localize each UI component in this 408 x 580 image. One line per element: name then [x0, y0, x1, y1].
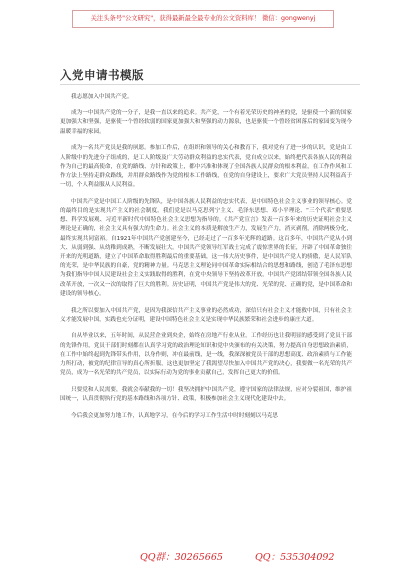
qq-group-number: QQ群：30265665	[140, 552, 223, 563]
paragraph: 今后我会更加努力地工作，认真地学习，在今后的学习工作生活中时时刻刻以马克思	[71, 412, 278, 419]
document-body	[60, 93, 352, 429]
paragraph: 成为一名共产党员是我的夙愿。参加工作后，在组织和领导的关心和教育下，我对党有了进一步的认识，党是由工人阶级中的先进分子组成的，是工人阶级及广大劳动群众利益的忠实代表，党自成立以来，始终把代表各族人民的利益作为自己的最高使命，在党的路线、方针和政策上，都中兴准和体现了全国各族人民群众的根本利益，在工作作风和工作方法上坚持走群众路线，并用群众路线作为党的根本工作路线，在党的自身建设上，要求广大党员坚持人民利益高于一切，个人利益服从人民利益。	[60, 145, 352, 189]
paragraph: 中国共产党是中国工人阶级的先锋队，是中国各族人民利益的忠实代表，是中国特色社会主义事业的领导核心。党的最终目的是实现共产主义的社会制度。我们党是以马克思列宁主义、毛泽东思想、邓小平理论、“三个代表”重要思想、科学发展观、习近平新时代中国特色社会主义思想为指导的。《共产党宣言》发表一百多年来的历史证明社会主义理论是正确的，社会主义具有强大的生命力。社会主义的本质是解放生产力，发展生产力，消灭剥削，消除两极分化，最终实现共同富裕。自1921年中国共产党创建至今，已经走过了一百多年光辉的道路。这百多年，中国共产党从小到大、从弱到强、从幼稚到成熟，不断发展壮大。中国共产党领导红军战士完成了震惊世界的长征，开辟了中国革命独往开来的光明道路，建立了中国革命取得胜利最后的重要基础，这一伟大历史事件，是中国共产党人的骄傲，是人民军队的光荣，是中华民族的自豪，党的精神力量。马克思主义理论同中国革命实际相结合的思想和路线，创造了毛泽东思想为我们指导中国人民建设社会主义实践取得的胜利，在党中央领导下坚持改革开放，中国共产党团结带领全国各族人民改革开放，一次又一次的取得了巨大的胜利。历史证明，中国共产党是伟大的党、光荣的党、正确的党，是中国革命和建设的领导核心。	[60, 198, 352, 297]
document-title: 入党申请书模版	[60, 68, 144, 82]
paragraph: 我之所以要加入中国共产党，是因为我深信共产主义事业的必然成功，深信只有社会主义才能救中国，只有社会主义才能发展中国，实践也充分证明，建设中国特色社会主义是实现中华民族繁荣和社会进步的康庄大道。	[60, 307, 352, 323]
page-footer	[0, 549, 408, 569]
title-divider	[60, 84, 360, 85]
paragraph: 只要党和人民需要，我就会奉献我的一切！我坚决拥护中国共产党，遵守国家的法律法规，应对分裂祖国，维护祖国统一，认真贯彻执行党的基本路线和各项方针、政策，积极参加社会主义现代化建设中去。	[60, 386, 352, 403]
qq-number: QQ：535304092	[255, 552, 335, 563]
paragraph-salutation: 我志愿加入中国共产党。	[71, 94, 133, 100]
promo-banner-text: 关注头条号"公文研究"，获得最新最全最专业的公文资料库！ 微信：gongwenyj	[90, 15, 316, 22]
paragraph: 自从毕业以来，五年时间，从民营企业到央企，始终在房地产行业从业。工作经历也让我明显的感受到了党员干部的先锋作用，党员干部们时刻都在认真学习党的政治理论知识和党中央颁布的有关决策，努力提高自身思想政治素质，在工作中始终起到先锋带头作用，以身作则，冲在最前线，是一线，我深深被党员干部的思想高度、政治素质与工作能力所打动，被党的纪律宣导的真心所折服，这也更加坚定了我渴望尽快加入中国共产党的决心，我要做一名光荣的共产党员，成为一名光荣的共产党员，以实际行动为党的事业贡献自己，发挥自己更大的价值。	[60, 333, 352, 377]
paragraph: 成为一中国共产党的一分子，是我一直以来的追求。共产党，一个有着光荣历史的神圣的党，是驱使一个新的国家更加强大和坚强，是驱使一个曾经软弱的国家更加强大和坚强的动力源泉，也是驱使一个曾经贫困落后的家园变为现今温暖幸福的家园。	[60, 110, 352, 135]
promo-banner	[72, 10, 334, 28]
